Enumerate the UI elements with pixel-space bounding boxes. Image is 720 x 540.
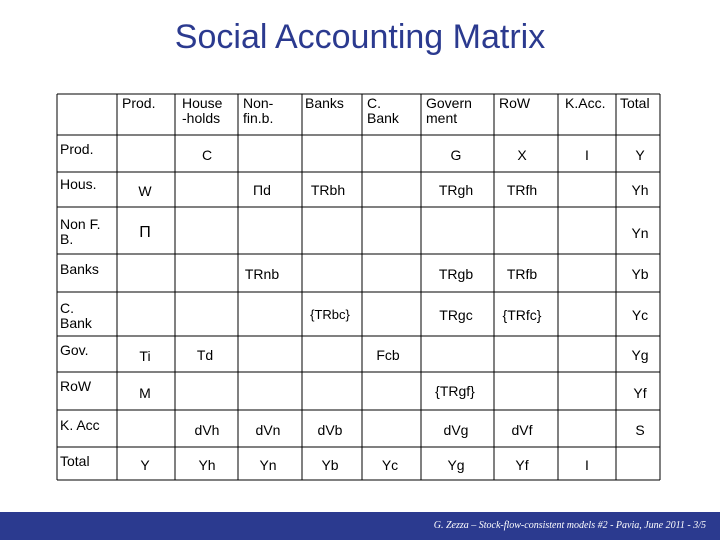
cell-hous-nonfin: Πd [253,182,271,198]
cell-kacc-households: dVh [194,422,220,438]
cell-kacc-banks: dVb [317,422,343,438]
cell-gov-total: Yg [631,347,649,363]
cell-hous-row: TRfh [506,182,538,198]
row-header-nonfb: Non F. B. [60,216,101,247]
cell-hous-total: Yh [631,182,649,198]
col-header-total: Total [620,95,650,111]
cell-gov-prod: Ti [139,348,151,364]
col-header-nonfin: Non- fin.b. [243,95,274,126]
row-header-kacc: K. Acc [60,417,100,433]
row-header-row: RoW [60,378,92,394]
footer-bar [0,512,720,540]
row-header-total: Total [60,453,90,469]
cell-nonfb-prod: Π [139,224,151,241]
cell-row-gov: {TRgf} [435,383,475,399]
col-header-cbank: C. Bank [367,95,399,126]
row-header-gov: Gov. [60,342,89,358]
cell-banks-total: Yb [631,266,649,282]
cell-total-households: Yh [198,457,216,473]
cell-hous-prod: W [138,183,152,199]
cell-gov-cbank: Fcb [376,347,400,363]
row-header-cbank: C. Bank [60,300,92,331]
cell-kacc-gov: dVg [443,422,469,438]
col-header-prod: Prod. [122,95,156,111]
cell-banks-row: TRfb [506,266,538,282]
cell-prod-gov: G [450,147,462,163]
cell-cbank-banks: {TRbc} [310,307,350,322]
cell-prod-households: C [201,147,213,163]
cell-total-kacc: I [585,457,589,473]
col-header-kacc: K.Acc. [565,95,606,111]
row-header-hous: Hous. [60,176,97,192]
row-header-banks: Banks [60,261,99,277]
cell-gov-households: Td [196,347,214,363]
col-header-banks: Banks [305,95,344,111]
cell-banks-nonfin: TRnb [244,266,280,282]
cell-kacc-row: dVf [511,422,533,438]
cell-cbank-gov: TRgc [439,307,473,323]
cell-row-prod: M [139,385,151,401]
cell-banks-gov: TRgb [438,266,474,282]
cell-row-total: Yf [633,385,647,401]
footer-citation: G. Zezza – Stock-flow-consistent models #2 - Pavia, June 2011 - 3/5 [433,520,706,531]
cell-cbank-total: Yc [631,307,649,323]
cell-total-gov: Yg [447,457,465,473]
cell-total-nonfin: Yn [259,457,277,473]
cell-total-row: Yf [515,457,529,473]
cell-prod-row: X [517,147,527,163]
cell-hous-banks: TRbh [310,182,346,198]
col-header-households: House -holds [182,95,223,126]
cell-total-banks: Yb [321,457,339,473]
col-header-gov: Govern ment [426,95,472,126]
cell-nonfb-total: Yn [631,225,649,241]
cell-cbank-row: {TRfc} [502,307,542,323]
cell-total-cbank: Yc [381,457,399,473]
cell-total-prod: Y [140,457,150,473]
cell-kacc-nonfin: dVn [255,422,281,438]
cell-prod-kacc: I [585,147,589,163]
col-header-row: RoW [499,95,531,111]
cell-hous-gov: TRgh [438,182,474,198]
row-header-prod: Prod. [60,141,94,157]
cell-prod-total: Y [635,147,645,163]
slide-title: Social Accounting Matrix [174,18,546,56]
cell-kacc-total: S [635,422,645,438]
